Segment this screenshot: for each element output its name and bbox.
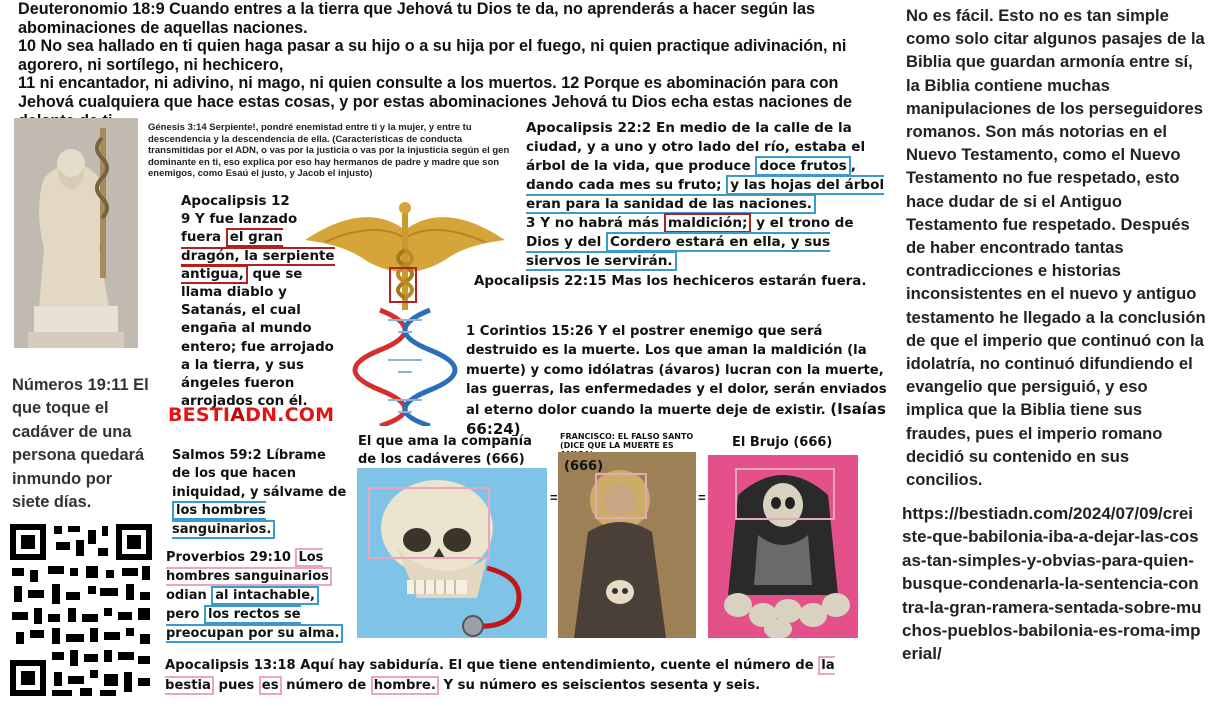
source-url: https://bestiadn.com/2024/07/09/creiste-que-babilonia-iba-a-dejar-las-cosas-tan-simples-y-obvias-para-quien-busque-condenarla-la-sentencia-contra-la-gran-ramera-sentada-sobre-muchos-pueblos-babilonia-es-roma-imperial/ (902, 504, 1202, 664)
psalm-59-passage (172, 447, 347, 539)
rev13-text-c: número de (281, 678, 371, 693)
rev22-text-c: 3 Y no habrá más (526, 215, 664, 231)
zeus-statue-image (14, 118, 138, 348)
skull-caption-sub: de los cadáveres (666) (358, 452, 525, 467)
psalm-text: Salmos 59:2 Líbrame de los que hacen iniquidad, y sálvame de (172, 448, 347, 500)
isaiah-reference: (Isaías 66:24) (466, 399, 886, 439)
highlight-upright: los rectos se preocupan por su alma. (166, 605, 343, 643)
skull-caption-title: El que ama la compañía (358, 434, 532, 449)
revelation-12-passage (181, 193, 341, 411)
brujo-caption: El Brujo (666) (732, 435, 833, 450)
skull-stethoscope-image (357, 468, 547, 638)
brand-part-c: DN.COM (245, 404, 335, 426)
highlight-great-dragon: el gran dragón, la serpiente antigua, (181, 230, 335, 282)
rev22-text-b: , dando cada mes su fruto; (526, 158, 856, 193)
commentary-text: No es fácil. Esto no es tan simple como solo citar algunos pasajes de la Biblia que guardan armonía entre sí, la Biblia contiene muchas manipulaciones de los perseguidores romanos. Son más notorias en el Nuevo Testamento, como el Nuevo Testamento no fue respetado, esto hace dudar de si el Antiguo Testamento fue respetado. Después de haber encontrado tantas contradicciones e historias inconsistentes en el nuevo y antiguo testamento he llegado a la conclusión de que el imperio que continuó con la idolatría, no continuó difundiendo el evangelio que persiguió, y eso implica que la Biblia tiene sus fraudes, pues el imperio romano decidió su contenido en sus concilios. (906, 6, 1206, 490)
deuteronomy-passage (18, 0, 888, 130)
prov-text-c: pero (166, 607, 204, 622)
qr-code[interactable] (8, 522, 154, 698)
deut-line-1: Deuteronomio 18:9 Cuando entres a la tierra que Jehová tu Dios te da, no aprenderás a hacer según las abominaciones de aquellas naciones. (18, 0, 816, 37)
highlight-lamb-throne: Cordero estará en ella, y sus siervos le servirán. (526, 234, 831, 269)
rev13-text-b: pues (213, 678, 259, 693)
saint-caption-title: FRANCISCO: EL FALSO SANTO (560, 432, 694, 441)
highlight-twelve-fruits: doce frutos (755, 156, 850, 176)
rev13-text-a: Apocalipsis 13:18 Aquí hay sabiduría. El que tiene entendimiento, cuente el número de (165, 658, 819, 673)
highlight-bloodthirsty: Los hombres sanguinarios (166, 548, 332, 586)
corinthians-text: 1 Corintios 15:26 Y el postrer enemigo que será destruido es la muerte. Los que aman la maldición (la muerte) y como idólatras (ávaros) lucran con la muerte, las guerras, las enfermedades y el dolor, serán enviados al eterno dolor cuando la muerte deje de existir. (466, 324, 887, 418)
proverbs-passage (166, 548, 351, 643)
numbers-passage: Números 19:11 El que toque el cadáver de una persona quedará inmundo por siete días. (12, 376, 149, 512)
corinthians-passage (466, 322, 896, 440)
false-saint-image (558, 452, 696, 638)
highlight-curse: maldición; (664, 213, 752, 233)
highlight-es: es (259, 676, 282, 695)
skull-caption (358, 433, 558, 469)
revelation-22-15-passage: Apocalipsis 22:15 Mas los hechiceros estarán fuera. (474, 274, 867, 289)
rev12-text-a: 9 Y fue lanzado fuera (181, 212, 298, 246)
genesis-passage: Génesis 3:14 Serpiente!, pondré enemistad entre ti y la mujer, y entre tu descendencia y la descendencia de ella. (Características de conducta transmitidas por el ADN, o vas por la justicia o vas por la injusticia según el gen dominante en ti, eso explica por eso hay hermanos de padre y madre que son enemigos, como Esaú el justo, y Jacob el injusto) (148, 122, 510, 180)
highlight-bloody-men: los hombres sanguinarios. (172, 501, 275, 538)
revelation-22-2-passage (526, 119, 888, 271)
rev22-text-a: Apocalipsis 22:2 En medio de la calle de la ciudad, y a uno y otro lado del río, estaba el árbol de la vida, que produce (526, 120, 866, 174)
saint-number: (666) (564, 459, 604, 474)
equals-sign-2: = (698, 490, 706, 505)
brujo-image (708, 455, 858, 638)
highlight-blameless: al intachable, (211, 586, 319, 605)
saint-caption-sub: (DICE QUE LA MUERTE ES (560, 441, 674, 450)
brand-part-b: A (230, 404, 246, 426)
rev22-text-d: y el trono de Dios y del (526, 215, 854, 250)
deut-line-2: 10 No sea hallado en ti quien haga pasar a su hijo o a su hija por el fuego, ni quien practique adivinación, ni agorero, ni sortílego, ni hechicero, (18, 37, 847, 74)
highlight-man: hombre. (371, 676, 439, 695)
prov-text-a: Proverbios 29:10 (166, 550, 296, 565)
equals-sign-1: = (550, 490, 558, 505)
rev12-title: Apocalipsis 12 (181, 194, 290, 209)
highlight-leaves-healing: y las hojas del árbol eran para la sanidad de las naciones. (526, 177, 885, 212)
rev13-text-d: Y su número es seiscientos sesenta y seis. (438, 678, 761, 693)
brand-logo-text (168, 404, 334, 426)
highlight-the-beast: la bestia (165, 658, 835, 693)
deut-line-3: 11 ni encantador, ni adivino, ni mago, ni quien consulte a los muertos. 12 Porque es abominación para con Jehová cualquiera que hace estas cosas, y por estas abominaciones Jehová tu Dios echa estas naciones de (18, 74, 853, 111)
brand-part-a: BESTI (168, 404, 231, 426)
revelation-13-18-passage (165, 656, 865, 696)
rev12-text-b: que se llama diablo y Satanás, el cual engaña al mundo entero; fue arrojado a la tierra, y sus ángeles fueron arrojados con él. (181, 266, 334, 410)
prov-text-b: odian (166, 588, 212, 603)
